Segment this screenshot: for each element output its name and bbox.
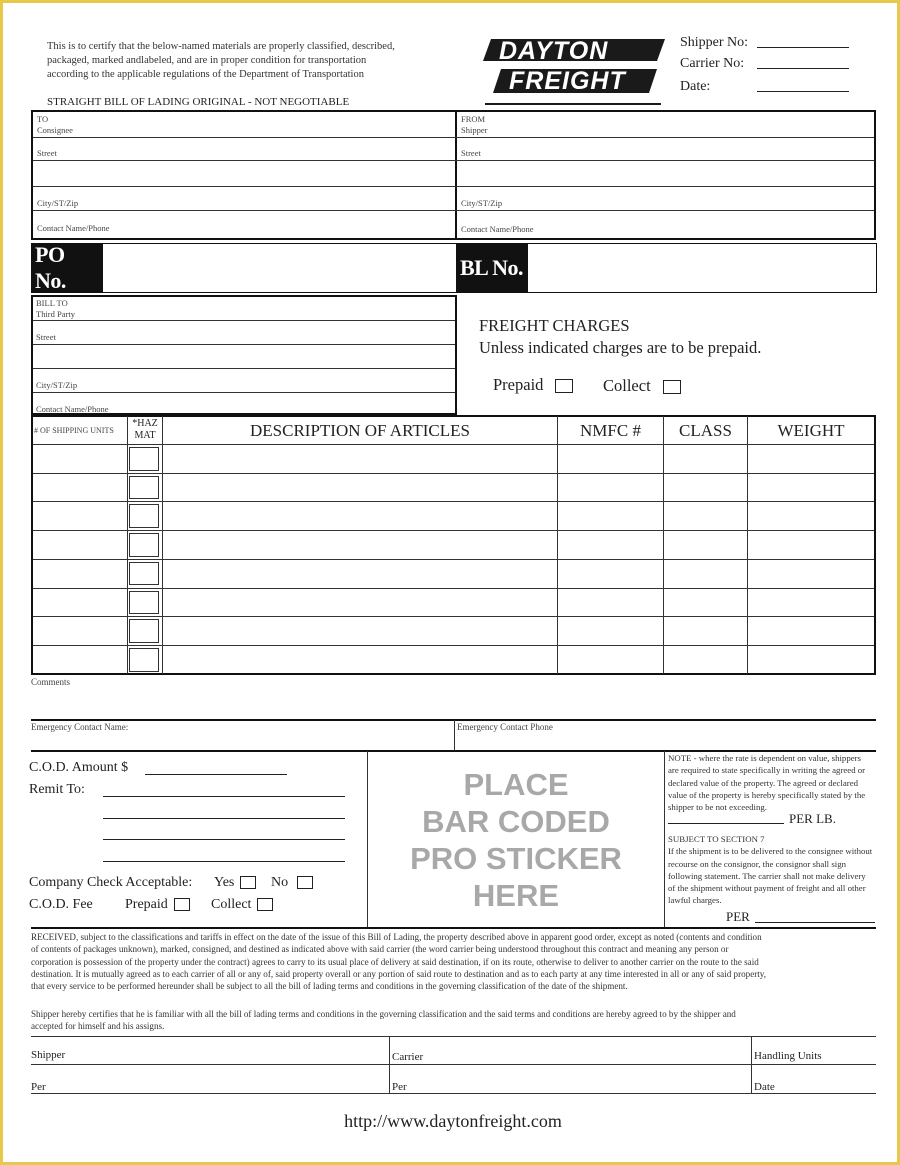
note-line: NOTE - where the rate is dependent on value, shippers	[668, 753, 861, 763]
remit-line-4[interactable]	[103, 861, 345, 862]
bill-to-block	[31, 295, 457, 415]
hazmat-checkbox[interactable]	[129, 619, 159, 643]
date-label: Date:	[680, 79, 711, 94]
table-row	[33, 645, 874, 646]
emergency-contact-name-field[interactable]: Emergency Contact Name:	[31, 722, 129, 732]
bill-to-city-field[interactable]: City/ST/Zip	[36, 380, 78, 390]
emergency-contact-phone-field[interactable]: Emergency Contact Phone	[457, 722, 553, 732]
hazmat-checkbox[interactable]	[129, 648, 159, 672]
shipper-signature-field[interactable]: Shipper	[31, 1049, 66, 1061]
note-line: declared value of the property. The agreed or declared	[668, 777, 859, 788]
terms-line: that every service to be performed hereunder shall be subject to all the bill of lading terms and conditions in the governing classification of the date of the shipment.	[31, 981, 628, 992]
bl-label: BL No.	[456, 243, 528, 293]
section-line	[31, 927, 876, 929]
bill-to-contact-field[interactable]: Contact Name/Phone	[36, 404, 109, 414]
logo-word-dayton: DAYTON	[499, 37, 609, 65]
date-signature-field[interactable]: Date	[754, 1081, 775, 1093]
third-party-field[interactable]: Third Party	[36, 309, 75, 319]
shipper-street-field[interactable]: Street	[461, 148, 481, 158]
collect-label: Collect	[603, 376, 651, 395]
hazmat-checkbox[interactable]	[129, 476, 159, 500]
column-line	[663, 416, 664, 674]
table-row	[33, 588, 874, 589]
cod-fee-label: C.O.D. Fee	[29, 897, 93, 912]
per-label: PER	[726, 909, 750, 924]
sticker-line: PRO STICKER	[410, 841, 622, 876]
shipper-city-field[interactable]: City/ST/Zip	[461, 198, 503, 208]
carrier-no-field[interactable]	[757, 68, 849, 69]
remit-to-label: Remit To:	[29, 782, 85, 797]
comments-label: Comments	[31, 677, 71, 687]
shipper-field[interactable]: Shipper	[461, 125, 488, 135]
no-label: No	[271, 875, 289, 890]
terms-line: RECEIVED, subject to the classifications and tariffs in effect on the date of the issue of this Bill of Lading, the property described above in apparent good order, except as noted (contents and condition	[31, 932, 762, 942]
logo-underline	[485, 103, 661, 105]
hazmat-checkbox[interactable]	[129, 533, 159, 557]
cod-collect-checkbox[interactable]	[257, 898, 273, 911]
note-line: of the shipment without payment of freight and all other	[668, 883, 866, 894]
prepaid-checkbox[interactable]	[555, 379, 573, 393]
consignee-contact-field[interactable]: Contact Name/Phone	[37, 223, 110, 233]
no-checkbox[interactable]	[297, 876, 313, 889]
note-line: following statement. The carrier shall not make delivery	[668, 870, 866, 881]
note-line: value of the property is hereby specifically stated by the	[668, 789, 866, 800]
row-line	[33, 186, 874, 187]
column-line	[751, 1037, 752, 1093]
table-row	[33, 473, 874, 474]
date-field[interactable]	[757, 91, 849, 92]
cod-amount-field[interactable]	[145, 774, 287, 775]
row-line	[31, 1064, 876, 1065]
col-nmfc: NMFC #	[580, 421, 641, 440]
certification-line: packaged, marked andlabeled, and are in proper condition for transportation	[47, 55, 367, 66]
company-check-label: Company Check Acceptable:	[29, 875, 193, 890]
col-description: DESCRIPTION OF ARTICLES	[249, 421, 470, 440]
hazmat-checkbox[interactable]	[129, 591, 159, 615]
cod-fee-collect[interactable]	[211, 897, 273, 913]
yes-checkbox[interactable]	[240, 876, 256, 889]
section-7-note	[668, 833, 883, 907]
column-line	[127, 416, 128, 674]
column-line	[162, 416, 163, 674]
footer-url[interactable]: http://www.daytonfreight.com	[344, 1111, 562, 1131]
consignee-field[interactable]: Consignee	[37, 125, 73, 135]
column-line	[389, 1037, 390, 1093]
sticker-line: BAR CODED	[422, 804, 610, 839]
row-line	[31, 1036, 876, 1037]
sticker-line: HERE	[472, 878, 560, 913]
consignee-street-field[interactable]: Street	[37, 148, 57, 158]
freight-charges-title: FREIGHT CHARGES	[479, 316, 630, 335]
hazmat-checkbox[interactable]	[129, 447, 159, 471]
note-line: are required to state specifically in writing the agreed or	[668, 765, 866, 776]
hazmat-checkbox[interactable]	[129, 562, 159, 586]
carrier-per-field[interactable]: Per	[392, 1081, 407, 1093]
received-terms	[31, 931, 881, 992]
terms-line: of contents of packages unknown), marked, consigned, and destined as indicated above with said carrier (the word carrier being understood throughout this contract and meaning any person or	[31, 944, 729, 955]
freight-prepaid-option[interactable]	[493, 375, 573, 395]
terms-line: corporation is possession of the property under the contract) agrees to carry to its usual place of delivery at said destination, if on its route, otherwise to deliver to another carrier on the route to the said	[31, 956, 759, 967]
document-title: STRAIGHT BILL OF LADING ORIGINAL - NOT NEGOTIABLE	[47, 96, 350, 108]
shipper-per-field[interactable]: Per	[31, 1081, 46, 1093]
table-row	[33, 616, 874, 617]
shipper-certification	[31, 1008, 881, 1033]
row-line	[33, 160, 874, 161]
col-shipping-units: # OF SHIPPING UNITS	[34, 426, 114, 435]
handling-units-field[interactable]: Handling Units	[754, 1050, 822, 1062]
certification-line: according to the applicable regulations of the Department of Transportation	[47, 69, 364, 80]
dayton-freight-logo	[479, 37, 667, 101]
certification-text	[47, 40, 395, 82]
note-line: lawful charges.	[668, 895, 722, 906]
cod-fee-prepaid[interactable]	[125, 897, 190, 913]
comments-field[interactable]	[31, 688, 876, 718]
table-row	[33, 501, 874, 502]
company-check-yes[interactable]	[214, 875, 256, 891]
note-line: recourse on the consignor, the consignor shall sign	[668, 858, 846, 869]
table-row	[33, 559, 874, 560]
freight-collect-option[interactable]	[603, 376, 681, 396]
note-line: shipper to be not exceeding.	[668, 802, 767, 813]
freight-charges-note: Unless indicated charges are to be prepaid.	[479, 338, 762, 357]
company-check-no[interactable]	[271, 875, 313, 891]
column-line	[454, 720, 455, 750]
section-7-title: SUBJECT TO SECTION 7	[668, 834, 765, 844]
carrier-no-label: Carrier No:	[680, 56, 745, 71]
terms-line: Shipper hereby certifies that he is familiar with all the bill of lading terms and conditions in the governing classification and the said terms and conditions are hereby agreed to by the shipper and	[31, 1009, 736, 1019]
pro-sticker-placeholder	[368, 766, 664, 914]
declared-value-field[interactable]	[668, 823, 784, 824]
remit-line-1[interactable]	[103, 796, 345, 797]
from-label: FROM	[461, 114, 486, 124]
row-line	[33, 344, 455, 345]
remit-line-3[interactable]	[103, 839, 345, 840]
column-line	[747, 416, 748, 674]
shipper-no-label: Shipper No:	[680, 35, 749, 50]
shipper-no-field[interactable]	[757, 47, 849, 48]
sticker-line: PLACE	[463, 767, 569, 802]
prepaid-label: Prepaid	[493, 375, 544, 394]
carrier-signature-field[interactable]: Carrier	[392, 1051, 424, 1063]
row-line	[33, 368, 455, 369]
col-hazmat: *HAZ MAT	[132, 418, 158, 441]
table-row	[33, 444, 874, 445]
cod-amount-label: C.O.D. Amount $	[29, 760, 129, 775]
column-line	[557, 416, 558, 674]
row-line	[33, 392, 455, 393]
to-label: TO	[37, 114, 49, 124]
col-weight: WEIGHT	[777, 421, 845, 440]
terms-line: destination. It is mutually agreed as to each carrier of all or any of, said property overall or any portion of said route to destination and as to each party at any time interested in all or any of said property,	[31, 968, 767, 979]
yes-label: Yes	[214, 875, 235, 890]
cod-prepaid-checkbox[interactable]	[174, 898, 190, 911]
per-signature-field[interactable]	[755, 922, 875, 923]
per-lb-label: PER LB.	[789, 811, 836, 826]
collect-checkbox[interactable]	[663, 380, 681, 394]
cod-prepaid-label: Prepaid	[125, 897, 168, 912]
row-line	[31, 1093, 876, 1094]
hazmat-checkbox[interactable]	[129, 504, 159, 528]
consignee-city-field[interactable]: City/ST/Zip	[37, 198, 79, 208]
remit-line-2[interactable]	[103, 818, 345, 819]
table-row	[33, 530, 874, 531]
bill-to-street-field[interactable]: Street	[36, 332, 56, 342]
col-class: CLASS	[679, 421, 732, 440]
terms-line: accepted for himself and his assigns.	[31, 1021, 165, 1032]
row-line	[33, 210, 874, 211]
bill-to-label: BILL TO	[36, 298, 68, 308]
logo-word-freight: FREIGHT	[509, 67, 626, 95]
address-block	[31, 110, 876, 240]
note-line: If the shipment is to be delivered to the consignee without	[668, 846, 873, 857]
row-line	[33, 320, 455, 321]
column-line	[664, 751, 665, 927]
value-note	[668, 752, 883, 813]
cod-collect-label: Collect	[211, 897, 252, 912]
shipper-contact-field[interactable]: Contact Name/Phone	[461, 224, 534, 234]
po-label: PO No.	[31, 243, 103, 293]
row-line	[33, 137, 874, 138]
address-divider	[455, 111, 457, 239]
certification-line: This is to certify that the below-named materials are properly classified, described,	[47, 41, 395, 52]
